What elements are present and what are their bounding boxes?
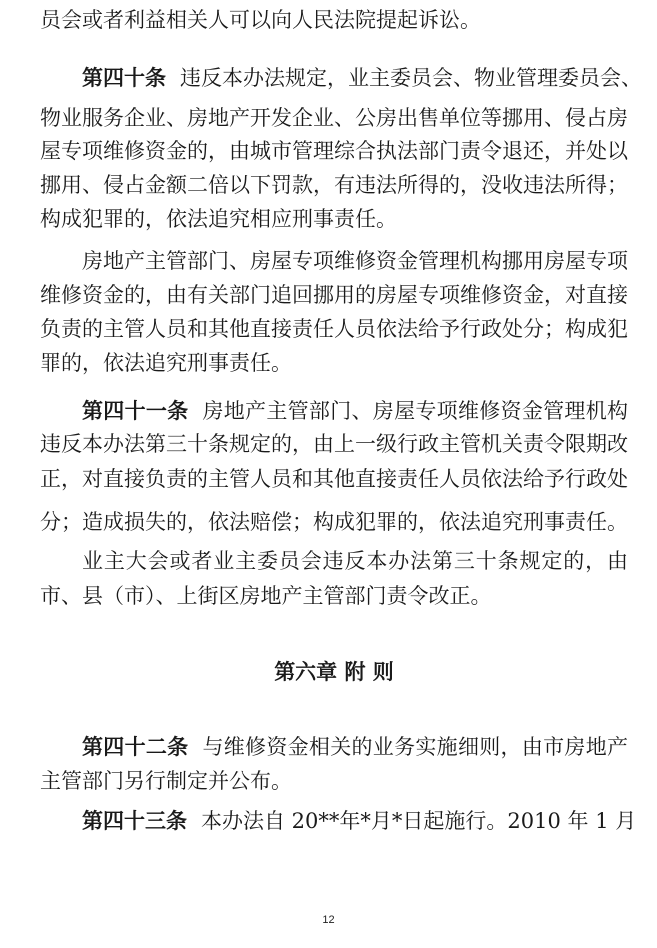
paragraph-line: 房地产主管部门、房屋专项维修资金管理机构挪用房屋专项	[82, 249, 628, 273]
article-heading: 第四十二条	[82, 735, 189, 759]
article-43-line: 第四十三条 本办法自 20**年*月*日起施行。2010 年 1 月	[82, 809, 637, 833]
paragraph-line: 业主大会或者业主委员会违反本办法第三十条规定的，由	[82, 549, 628, 573]
paragraph-line: 负责的主管人员和其他直接责任人员依法给予行政处分；构成犯	[40, 317, 628, 341]
paragraph-line: 屋专项维修资金的，由城市管理综合执法部门责令退还，并处以	[40, 139, 628, 163]
paragraph-line: 员会或者利益相关人可以向人民法院提起诉讼。	[40, 8, 481, 32]
paragraph-line: 分；造成损失的，依法赔偿；构成犯罪的，依法追究刑事责任。	[40, 510, 628, 534]
paragraph-line: 罪的，依法追究刑事责任。	[40, 351, 292, 375]
article-41-line: 第四十一条 房地产主管部门、房屋专项维修资金管理机构	[82, 399, 629, 423]
paragraph-line: 物业服务企业、房地产开发企业、公房出售单位等挪用、侵占房	[40, 106, 628, 130]
article-42-line: 第四十二条 与维修资金相关的业务实施细则，由市房地产	[82, 735, 629, 759]
paragraph-line: 挪用、侵占金额二倍以下罚款，有违法所得的，没收违法所得；	[40, 173, 628, 197]
article-heading: 第四十三条	[82, 809, 187, 833]
paragraph-line: 正，对直接负责的主管人员和其他直接责任人员依法给予行政处	[40, 467, 628, 491]
paragraph-line: 主管部门另行制定并公布。	[40, 769, 292, 793]
page-number: 12	[322, 914, 335, 926]
article-40-line: 第四十条 违反本办法规定，业主委员会、物业管理委员会、	[82, 66, 642, 90]
paragraph-line: 市、县（市）、上街区房地产主管部门责令改正。	[40, 584, 492, 608]
paragraph-line: 维修资金的，由有关部门追回挪用的房屋专项维修资金，对直接	[40, 283, 628, 307]
paragraph-line: 构成犯罪的，依法追究相应刑事责任。	[40, 207, 397, 231]
paragraph-line: 违反本办法第三十条规定的，由上一级行政主管机关责令限期改	[40, 432, 628, 456]
article-heading: 第四十条	[82, 66, 166, 90]
article-heading: 第四十一条	[82, 399, 189, 423]
chapter-title: 第六章 附 则	[274, 660, 394, 684]
